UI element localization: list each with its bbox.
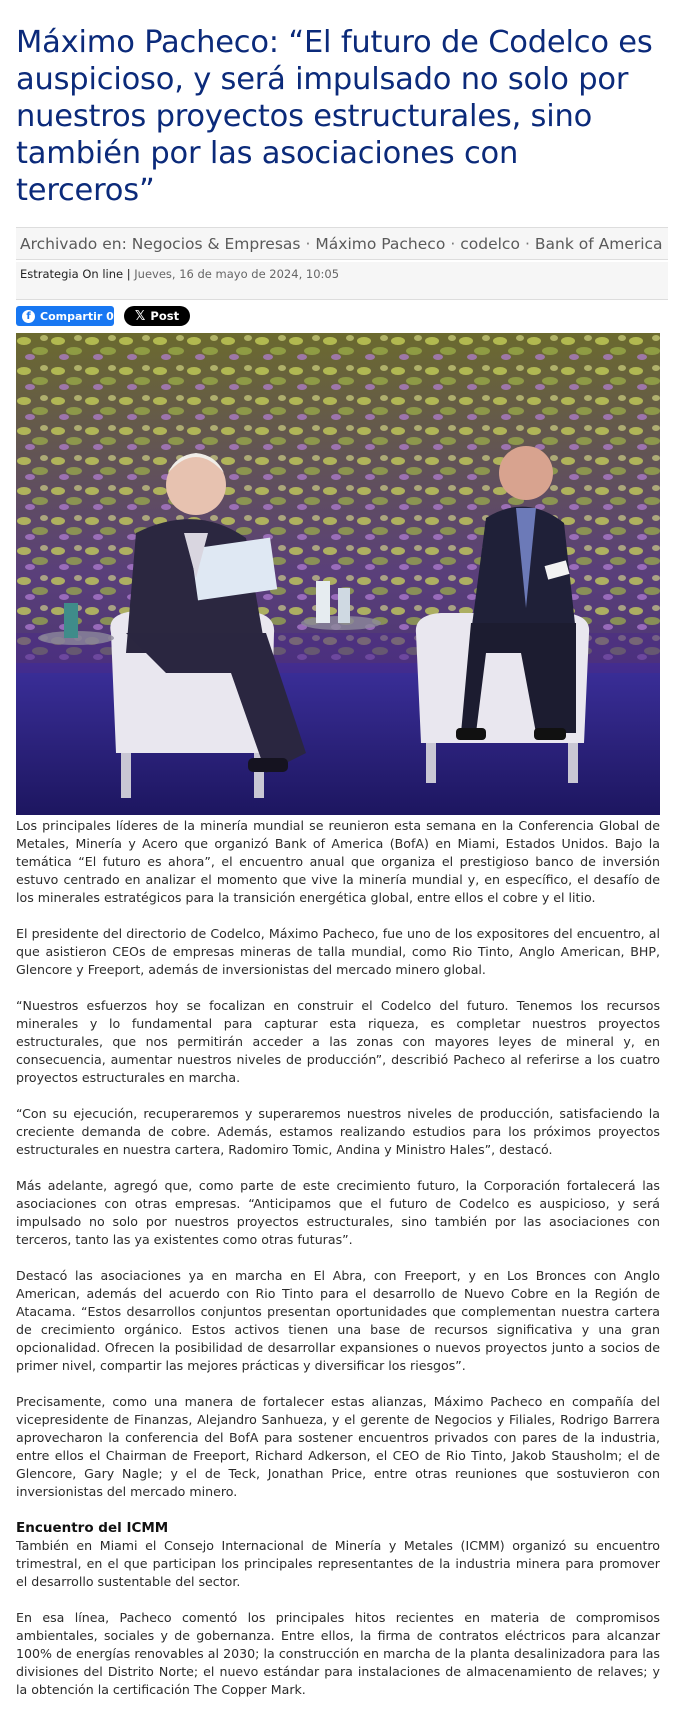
facebook-share-button[interactable]	[16, 306, 114, 326]
article	[16, 0, 664, 1697]
archived-label: Archivado en:	[20, 235, 127, 253]
tag-link-negocios[interactable]: Negocios & Empresas	[131, 235, 301, 253]
article-paragraph: Precisamente, como una manera de fortalecer estas alianzas, Máximo Pacheco en compañía del vicepresidente de Finanzas, Alejandro Sanhueza, y el gerente de Negocios y Filiales, Rodrigo Barrera aprovecharon la conferencia del BofA para sostener encuentros privados con pares de la industria, entre ellos el Chairman de Freeport, Richard Adkerson, el CEO de Rio Tinto, Jakob Stausholm; el de Glencore, Gary Nagle; y el de Teck, Jonathan Price, entre otras reuniones que sostuvieron con inversionistas del mercado minero.	[16, 1394, 660, 1499]
tag-link-bank-of-america[interactable]: Bank of America	[534, 235, 663, 253]
tag-separator: ·	[450, 235, 456, 253]
section-paragraph: También en Miami el Consejo Internacional de Minería y Metales (ICMM) organizó su encuentro trimestral, en el que participan los principales representantes de la industria minera para promover el desarrollo sustentable del sector.	[16, 1538, 660, 1589]
article-date: Jueves, 16 de mayo de 2024, 10:05	[134, 267, 340, 281]
facebook-icon: f	[22, 310, 35, 323]
article-source: Estrategia On line	[20, 267, 124, 281]
tag-separator: ·	[305, 235, 311, 253]
article-body	[16, 817, 660, 1717]
article-paragraph: “Nuestros esfuerzos hoy se focalizan en construir el Codelco del futuro. Tenemos los recursos minerales y lo fundamental para capturar esta riqueza, es completar nuestros proyectos estructurales, que nos permitirán acceder a las zonas con mayores leyes de mineral y, en consecuencia, aumentar nuestros niveles de producción”, describió Pacheco al referirse a los cuatro proyectos estructurales en marcha.	[16, 998, 660, 1085]
tag-separator: ·	[524, 235, 530, 253]
article-paragraph: El presidente del directorio de Codelco, Máximo Pacheco, fue uno de los expositores del encuentro, al que asistieron CEOs de empresas mineras de talla mundial, como Rio Tinto, Anglo American, BHP, Glencore y Freeport, además de inversionistas del mercado minero global.	[16, 926, 660, 977]
article-photo	[16, 333, 660, 815]
x-post-button[interactable]	[124, 306, 190, 326]
tag-link-codelco[interactable]: codelco	[460, 235, 520, 253]
article-paragraph: Destacó las asociaciones ya en marcha en El Abra, con Freeport, y en Los Bronces con Anglo American, además del acuerdo con Rio Tinto para el desarrollo de Nuevo Cobre en la Región de Atacama. “Estos desarrollos conjuntos presentan oportunidades que complementan nuestra cartera de crecimiento orgánico. Estos activos tienen una base de recursos significativa y una gran opcionalidad. Ofrecen la posibilidad de desarrollar expansiones o nuevos proyectos junto a socios de primer nivel, compartir las mejores prácticas y diversificar los riesgos”.	[16, 1268, 660, 1373]
meta-separator: |	[126, 267, 131, 281]
share-bar	[16, 306, 190, 326]
article-paragraph: Los principales líderes de la minería mundial se reunieron esta semana en la Conferencia Global de Metales, Minería y Acero que organizó Bank of America (BofA) en Miami, Estados Unidos. Bajo la temática “El futuro es ahora”, el encuentro anual que organiza el prestigioso banco de inversión estuvo centrado en analizar el momento que vive la minería mundial y, en específico, el desafío de los minerales estratégicos para la transición energética global, entre ellos el cobre y el litio.	[16, 818, 660, 905]
section-heading: Encuentro del ICMM	[16, 1520, 169, 1536]
article-paragraph: Más adelante, agregó que, como parte de este crecimiento futuro, la Corporación fortalecerá las asociaciones con otras empresas. “Anticipamos que el futuro de Codelco es auspicioso, y será impulsado no solo por nuestros proyectos estructurales, sino también por las asociaciones con terceros, tanto las ya existentes como otras futuras”.	[16, 1178, 660, 1247]
tag-link-maximo-pacheco[interactable]: Máximo Pacheco	[315, 235, 446, 253]
article-meta	[16, 262, 668, 300]
x-logo-icon: 𝕏	[134, 308, 146, 324]
archived-tags-bar	[16, 227, 668, 260]
x-post-label: Post	[150, 309, 180, 323]
section-paragraph: En esa línea, Pacheco comentó los principales hitos recientes en materia de compromisos ambientales, sociales y de gobernanza. Entre ellos, la firma de contratos eléctricos para alcanzar 100% de energías renovables al 2030; la construcción en marcha de la planta desalinizadora para las divisiones del Distrito Norte; el nuevo estándar para instalaciones de almacenamiento de relaves; y la obtención la certificación The Copper Mark.	[16, 1610, 660, 1697]
article-paragraph: “Con su ejecución, recuperaremos y superaremos nuestros niveles de producción, satisfaciendo la creciente demanda de cobre. Además, estamos realizando estudios para los próximos proyectos estructurales en nuestra cartera, Radomiro Tomic, Andina y Ministro Hales”, destacó.	[16, 1106, 660, 1157]
article-title: Máximo Pacheco: “El futuro de Codelco es auspicioso, y será impulsado no solo por nuestros proyectos estructurales, sino también por las asociaciones con terceros”	[16, 25, 653, 208]
facebook-share-label: Compartir 0	[40, 309, 114, 323]
